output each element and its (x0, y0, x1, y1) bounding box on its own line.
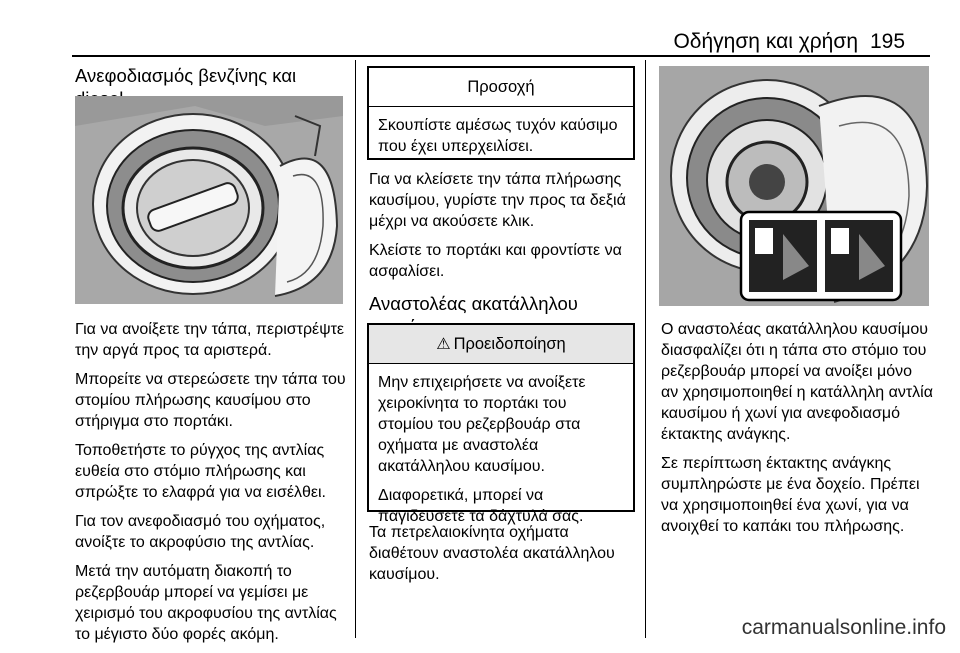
column-divider-left (355, 60, 356, 638)
inhibitor-drawing (659, 66, 929, 306)
section-heading-refuelling: Ανεφοδιασμός βενζίνης και (75, 65, 297, 86)
paragraph: Τα πετρελαιοκίνητα οχήματα διαθέτουν αναστολέα ακατάλληλου καυσίμου. (369, 524, 615, 583)
header-rule (72, 55, 930, 57)
left-text (75, 319, 349, 653)
middle-tail-text (369, 522, 639, 593)
watermark: carmanualsonline.info (741, 616, 946, 639)
fuel-filler-drawing (75, 96, 343, 304)
caution-title: Προσοχή (369, 68, 633, 107)
paragraph: Για τον ανεφοδιασμό του οχήματος, ανοίξτε το ακροφύσιο της αντλίας. (75, 513, 326, 551)
warning-title: Προειδοποίηση (453, 334, 566, 353)
paragraph: Σε περίπτωση έκτακτης ανάγκης συμπληρώστε με ένα δοχείο. Πρέπει να χρησιμοποιηθεί ένα χωνί, για να ανοιχθεί το καπάκι του πλήρωσης. (661, 455, 920, 535)
paragraph: Ο αναστολέας ακατάλληλου καυσίμου διασφαλίζει ότι η τάπα στο στόμιο του ρεζερβουάρ μπορεί να ανοίξει μόνο αν χρησιμοποιηθεί η κατάλληλη αντλία καυσίμου ή χωνί για ανεφοδιασμό έκτακτης ανάγκης. (661, 321, 933, 443)
paragraph: Για να ανοίξετε την τάπα, περιστρέψτε την αργά προς τα αριστερά. (75, 321, 345, 359)
section-heading-misfuel-inhibitor: Αναστολέας ακατάλληλου (369, 293, 578, 314)
fuel-cap-illustration (75, 96, 343, 304)
fuel-type-label-inset (741, 212, 901, 300)
warning-paragraph: Μην επιχειρήσετε να ανοίξετε χειροκίνητα το πορτάκι του στομίου του ρεζερβουάρ στα οχήματα με αναστολέα ακατάλληλου καυσίμου. (378, 374, 586, 475)
caution-box (367, 66, 635, 160)
middle-text (369, 169, 637, 338)
warning-header (369, 325, 633, 364)
right-text (661, 319, 933, 545)
page-header-title: Οδήγηση και χρήση (673, 30, 858, 53)
paragraph: Κλείστε το πορτάκι και φροντίστε να ασφαλίσει. (369, 242, 622, 280)
misfuel-inhibitor-illustration (659, 66, 929, 306)
paragraph: Για να κλείσετε την τάπα πλήρωσης καυσίμου, γυρίστε την προς τα δεξιά μέχρι να ακούσετε κλικ. (369, 171, 626, 230)
caution-text: Σκουπίστε αμέσως τυχόν καύσιμο που έχει υπερχειλίσει. (378, 117, 618, 155)
column-divider-right (645, 60, 646, 638)
warning-paragraph: Διαφορετικά, μπορεί να παγιδευσετε τα δάχτυλά σας. (378, 487, 584, 525)
paragraph: Μπορείτε να στερεώσετε την τάπα του στομίου πλήρωσης καυσίμου στο στήριγμα στο πορτάκι. (75, 371, 346, 430)
paragraph: Τοποθετήστε το ρύγχος της αντλίας ευθεία στο στόμιο πλήρωσης και σπρώξτε το ελαφρά για να εισέλθει. (75, 442, 326, 501)
warning-triangle-icon: ⚠ (436, 336, 451, 353)
warning-box (367, 323, 635, 525)
paragraph: Μετά την αυτόματη διακοπή το ρεζερβουάρ μπορεί να γεμίσει με χειρισμό του ακροφυσίου της αντλίας το μέγιστο δύο φορές ακόμη. (75, 563, 337, 643)
page-number: 195 (870, 30, 906, 53)
